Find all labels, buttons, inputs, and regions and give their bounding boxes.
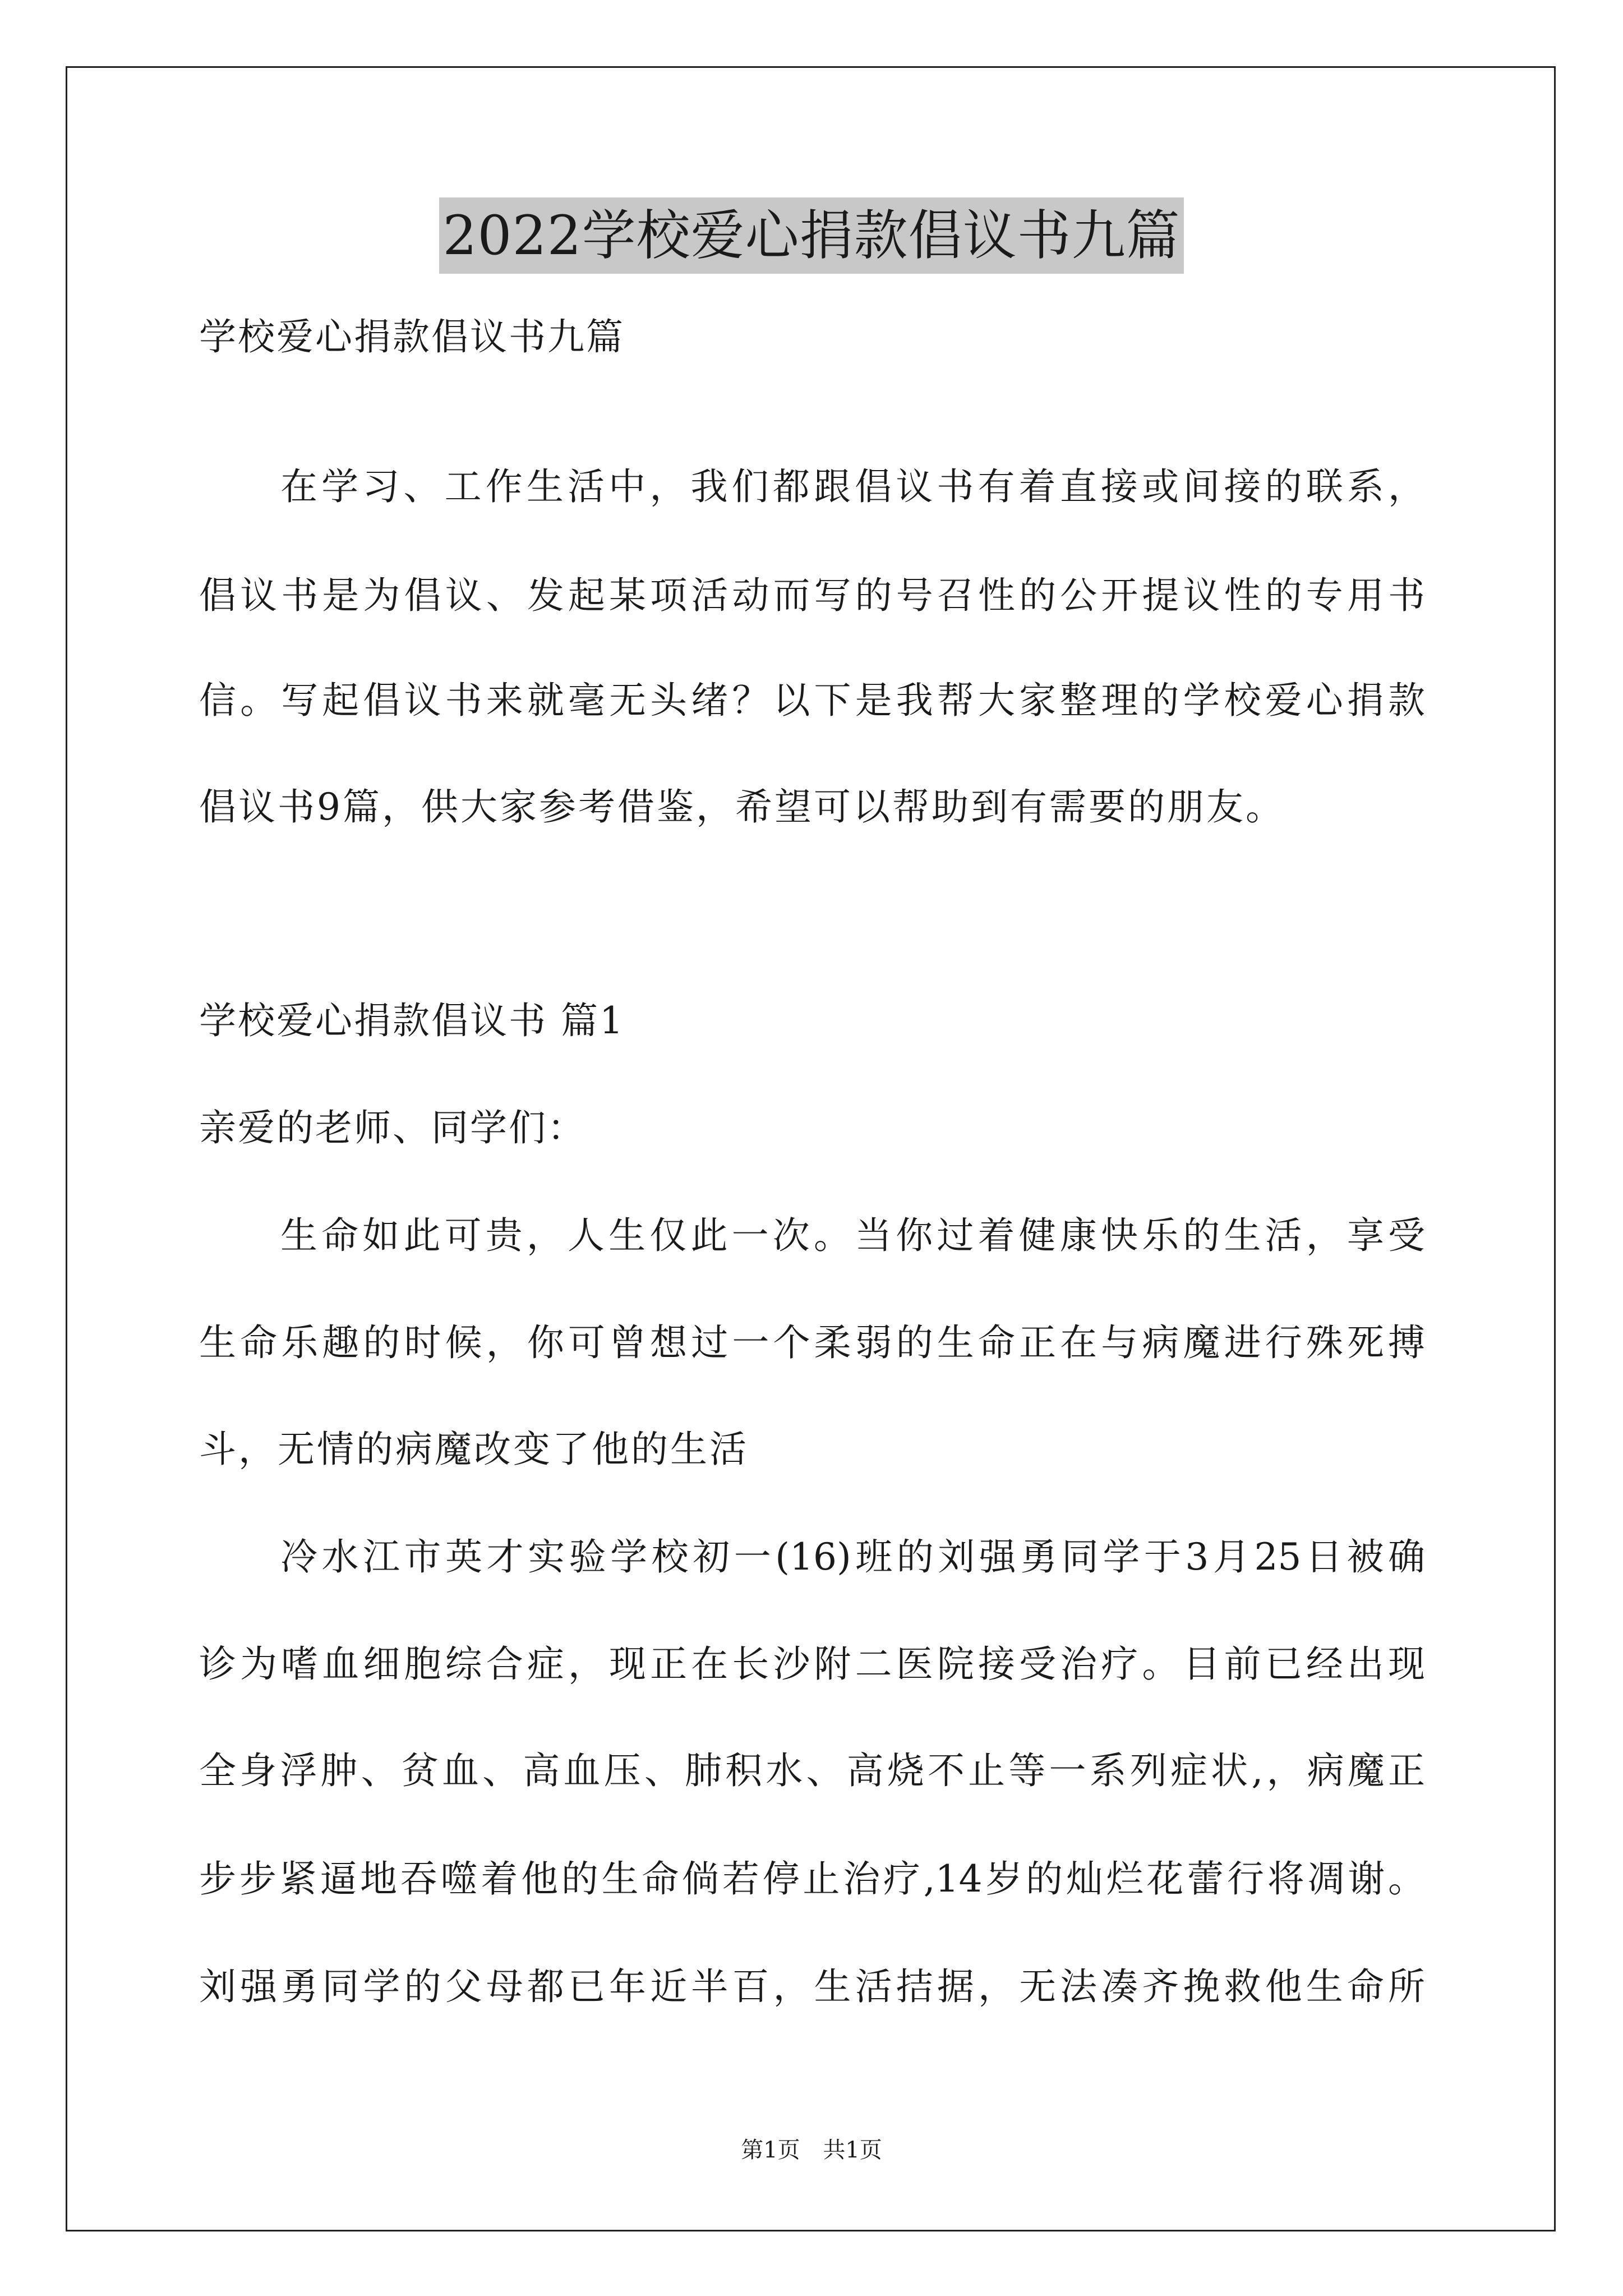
para1-line-1: 生命如此可贵，人生仅此一次。当你过着健康快乐的生活，享受 (280, 1214, 1425, 1257)
intro-line-3: 信。写起倡议书来就毫无头绪？以下是我帮大家整理的学校爱心捐款 (199, 679, 1425, 722)
para2-line-2: 诊为嗜血细胞综合症，现正在长沙附二医院接受治疗。目前已经出现 (199, 1642, 1425, 1686)
page-number: 第1页 (741, 2137, 800, 2163)
page-footer (0, 2136, 1623, 2164)
salutation: 亲爱的老师、同学们： (199, 1106, 586, 1149)
para2-line-3: 全身浮肿、贫血、高血压、肺积水、高烧不止等一系列症状,，病魔正 (199, 1749, 1425, 1792)
para1-line-2: 生命乐趣的时候，你可曾想过一个柔弱的生命正在与病魔进行殊死搏 (199, 1321, 1425, 1364)
title-container (0, 197, 1623, 274)
para2-line-5: 刘强勇同学的父母都已年近半百，生活拮据，无法凑齐挽救他生命所 (199, 1965, 1425, 2008)
page-total: 共1页 (823, 2137, 882, 2163)
section-heading: 学校爱心捐款倡议书 篇1 (199, 999, 625, 1042)
document-subtitle: 学校爱心捐款倡议书九篇 (199, 315, 625, 358)
para2-line-1: 冷水江市英才实验学校初一(16)班的刘强勇同学于3月25日被确 (280, 1535, 1425, 1579)
para1-line-3: 斗，无情的病魔改变了他的生活 (199, 1428, 749, 1471)
intro-line-1: 在学习、工作生活中，我们都跟倡议书有着直接或间接的联系， (280, 465, 1425, 508)
document-title: 2022学校爱心捐款倡议书九篇 (439, 197, 1183, 274)
intro-line-2: 倡议书是为倡议、发起某项活动而写的号召性的公开提议性的专用书 (199, 574, 1425, 617)
intro-line-4: 倡议书9篇，供大家参考借鉴，希望可以帮助到有需要的朋友。 (199, 785, 1285, 829)
para2-line-4: 步步紧逼地吞噬着他的生命倘若停止治疗,14岁的灿烂花蕾行将凋谢。 (199, 1857, 1425, 1901)
